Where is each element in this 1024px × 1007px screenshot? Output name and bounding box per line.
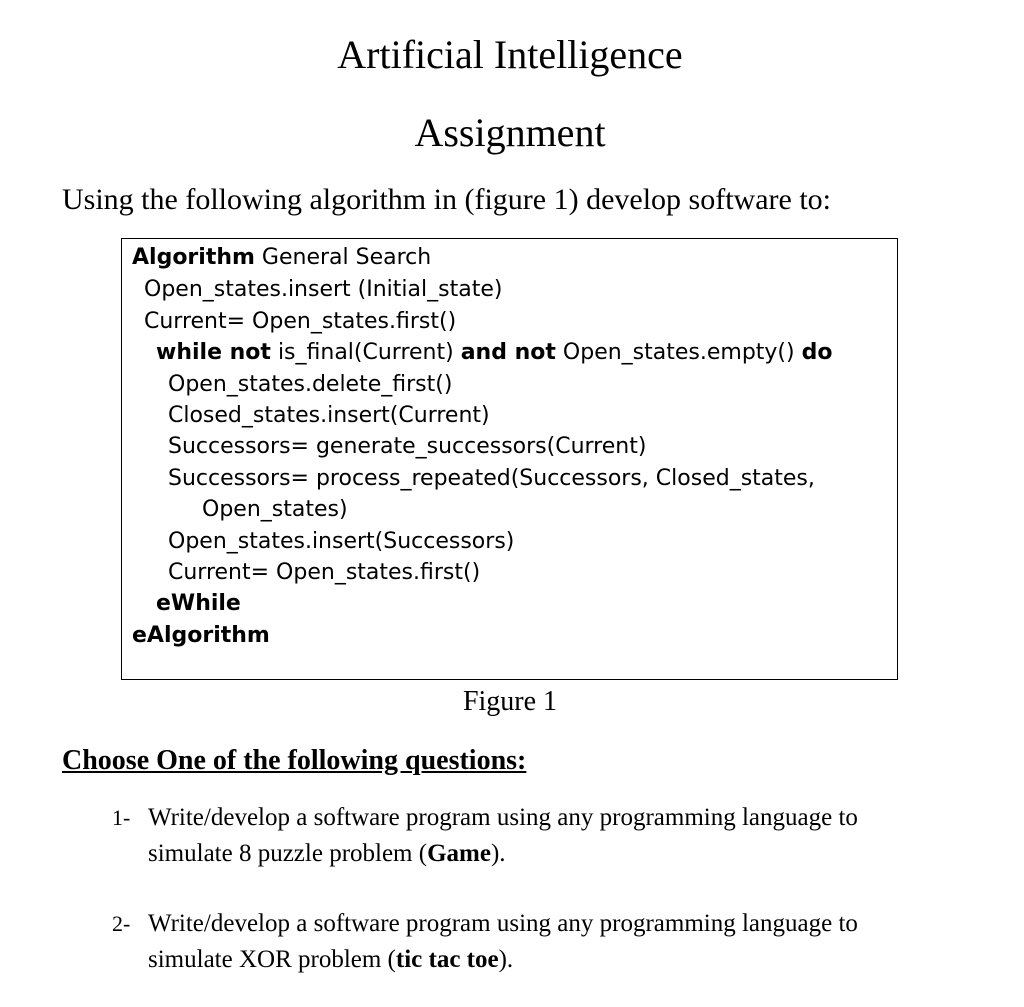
algorithm-line: Open_states): [202, 497, 348, 522]
algorithm-name: General Search: [254, 245, 432, 270]
algorithm-line: Successors= process_repeated(Successors, Closed_states,: [168, 466, 815, 491]
algorithm-keyword: Algorithm: [132, 245, 255, 270]
question-text: Write/develop a software program using any programming language to: [148, 804, 858, 831]
document-title: Artificial Intelligence: [337, 32, 683, 77]
algorithm-line: [132, 243, 431, 273]
algorithm-box: [121, 238, 898, 680]
intro-paragraph: Using the following algorithm in (figure 1) develop software to:: [62, 183, 831, 216]
question-emphasis: tic tac toe: [395, 946, 499, 973]
algorithm-line: eWhile: [156, 591, 241, 616]
keyword-and-not: and not: [460, 340, 556, 365]
algorithm-line: Current= Open_states.first(): [168, 560, 481, 585]
document-subtitle: Assignment: [414, 110, 606, 155]
algorithm-line: Successors= generate_successors(Current): [168, 434, 647, 459]
question-text-part: ).: [490, 840, 506, 867]
question-text-part: ).: [498, 946, 514, 973]
question-text: [148, 836, 506, 872]
algorithm-line: eAlgorithm: [132, 623, 270, 648]
algorithm-line: Open_states.insert (Initial_state): [144, 277, 503, 302]
algorithm-line: Open_states.insert(Successors): [168, 529, 515, 554]
condition-text: is_final(Current): [270, 340, 461, 365]
questions-heading: Choose One of the following questions:: [62, 745, 527, 776]
algorithm-line: Closed_states.insert(Current): [168, 403, 490, 428]
question-emphasis: Game: [427, 840, 491, 867]
question-text: [148, 942, 513, 978]
question-number: 2-: [112, 911, 131, 936]
question-text-part: simulate 8 puzzle problem (: [148, 840, 428, 867]
algorithm-line: [156, 338, 832, 368]
keyword-do: do: [801, 340, 833, 365]
figure-caption: Figure 1: [462, 686, 558, 717]
question-number: 1-: [112, 805, 131, 830]
algorithm-line: Current= Open_states.first(): [144, 309, 457, 334]
keyword-while-not: while not: [156, 340, 271, 365]
question-text: Write/develop a software program using any programming language to: [148, 910, 858, 937]
algorithm-line: Open_states.delete_first(): [168, 372, 453, 397]
question-text-part: simulate XOR problem (: [148, 946, 396, 973]
condition-text: Open_states.empty(): [555, 340, 802, 365]
